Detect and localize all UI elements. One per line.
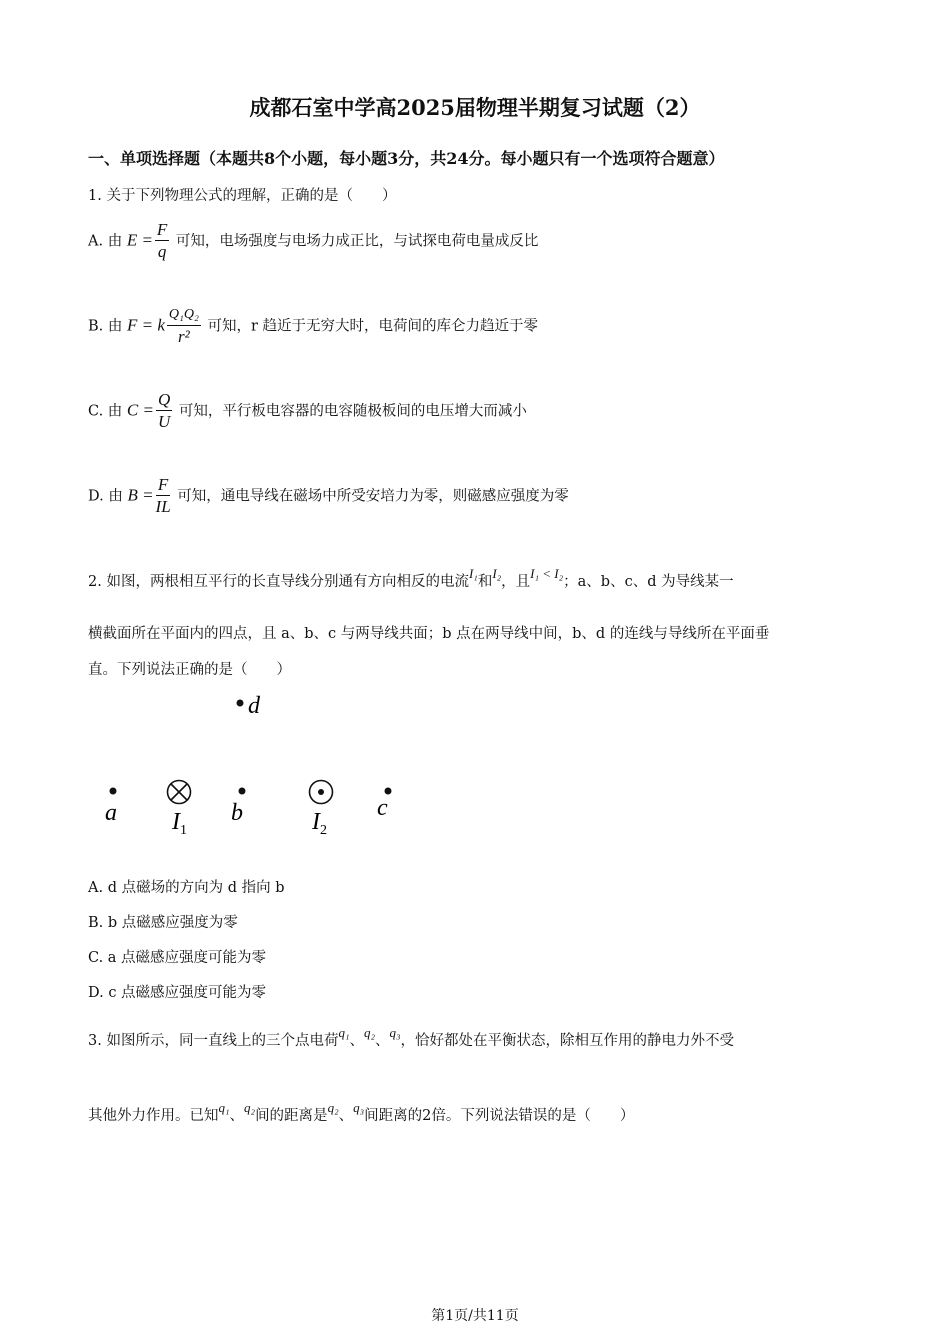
q1-stem: 1. 关于下列物理公式的理解，正确的是（ ） [88, 188, 397, 204]
charge-q2: q₂ [363, 1025, 376, 1040]
q2-option-b: B. b 点磁感应强度为零 [88, 915, 238, 931]
charge-q3: q₃ [389, 1025, 401, 1040]
option-text: 可知，r 趋近于无穷大时，电荷间的库仑力趋近于零 [207, 318, 539, 335]
charge-q1: q₁ [338, 1025, 350, 1040]
page-title: 成都石室中学高2025届物理半期复习试题（2） [249, 95, 701, 120]
fraction-numerator: F [157, 475, 169, 494]
fraction-numerator: Q₁Q₂ [167, 305, 201, 326]
charge-q2: q₂ [244, 1100, 256, 1115]
stem-text: 、 [338, 1108, 354, 1124]
fraction-numerator: Q [157, 390, 171, 409]
point-d-dot [237, 700, 244, 707]
charge-q3: q₃ [353, 1100, 365, 1115]
charge-q2: q₂ [327, 1100, 339, 1115]
stem-text: 和 [477, 574, 493, 590]
option-text: 可知，通电导线在磁场中所受安培力为零，则磁感应强度为零 [177, 488, 569, 505]
q2-stem-line3: 直。下列说法正确的是（ ） [88, 662, 291, 678]
fraction-denominator: IL [155, 497, 171, 516]
label-i1-sub: 1 [180, 823, 187, 838]
stem-text: 、 [375, 1033, 390, 1049]
label-i2-main: I [312, 809, 320, 835]
page-number: 第1页/共11页 [431, 1308, 519, 1324]
section-heading: 一、单项选择题（本题共8个小题，每小题3分，共24分。每小题只有一个选项符合题意） [88, 149, 725, 168]
formula-lhs: B = [127, 485, 154, 505]
q1-option-b [88, 305, 538, 348]
stem-text: ，且 [501, 574, 531, 590]
wire-diagram [90, 685, 420, 845]
q2-stem-line2: 横截面所在平面内的四点，且 a、b、c 与两导线共面；b 点在两导线中间，b、d 的连线与导线所在平面垂 [88, 626, 770, 642]
q3-stem-line2 [88, 1100, 635, 1125]
option-label: B. 由 [88, 318, 123, 335]
fraction-numerator: F [156, 220, 168, 239]
stem-text: 、 [229, 1108, 245, 1124]
stem-text: ；a、b、c、d 为导线某一 [563, 574, 734, 590]
label-b: b [231, 800, 243, 826]
fraction-denominator: r² [178, 327, 190, 346]
formula-lhs: F = k [126, 315, 165, 335]
label-i2-sub: 2 [320, 823, 327, 838]
stem-text: 3. 如图所示，同一直线上的三个点电荷 [88, 1033, 339, 1049]
option-label: D. 由 [88, 488, 123, 505]
point-c-dot [385, 788, 392, 795]
label-i1-main: I [172, 809, 180, 835]
charge-q1: q₁ [218, 1100, 230, 1115]
q2-option-d: D. c 点磁感应强度可能为零 [88, 985, 267, 1001]
q2-option-c: C. a 点磁感应强度可能为零 [88, 950, 267, 966]
stem-text: 间距离的2倍。下列说法错误的是（ ） [364, 1108, 635, 1124]
current-comparison: I₁ < I₂ [530, 566, 564, 581]
formula-fraction [156, 390, 172, 433]
stem-text: ，恰好都处在平衡状态，除相互作用的静电力外不受 [400, 1033, 735, 1049]
label-d: d [248, 693, 260, 719]
q2-option-a: A. d 点磁场的方向为 d 指向 b [88, 880, 285, 896]
option-text: 可知，平行板电容器的电容随极板间的电压增大而减小 [178, 403, 527, 420]
label-i2 [311, 809, 327, 838]
formula-lhs: E = [126, 230, 153, 250]
q1-option-c [88, 390, 527, 433]
formula-lhs: C = [126, 400, 154, 420]
label-c: c [377, 795, 388, 821]
formula-fraction [167, 305, 201, 348]
point-a-dot [110, 788, 117, 795]
fraction-denominator: q [157, 242, 167, 261]
formula-fraction [155, 220, 169, 263]
stem-text: 间的距离是 [255, 1108, 328, 1124]
option-label: C. 由 [88, 403, 123, 420]
q2-stem-line1 [88, 566, 734, 591]
option-label: A. 由 [88, 233, 123, 250]
current-i2: I₂ [492, 566, 502, 581]
label-a: a [105, 800, 117, 826]
current-i1: I₁ [468, 566, 478, 581]
dot-center [318, 789, 324, 795]
fraction-denominator: U [157, 412, 171, 431]
stem-text: 其他外力作用。已知 [88, 1108, 219, 1124]
q3-stem-line1 [88, 1025, 735, 1050]
option-text: 可知，电场强度与电场力成正比，与试探电荷电量成反比 [175, 233, 539, 250]
stem-text: 、 [349, 1033, 364, 1049]
stem-text: 2. 如图，两根相互平行的长直导线分别通有方向相反的电流 [88, 574, 469, 590]
point-b-dot [239, 788, 246, 795]
label-i1 [171, 809, 187, 838]
q1-option-d [88, 475, 569, 518]
q1-option-a [88, 220, 538, 263]
formula-fraction [156, 475, 171, 518]
